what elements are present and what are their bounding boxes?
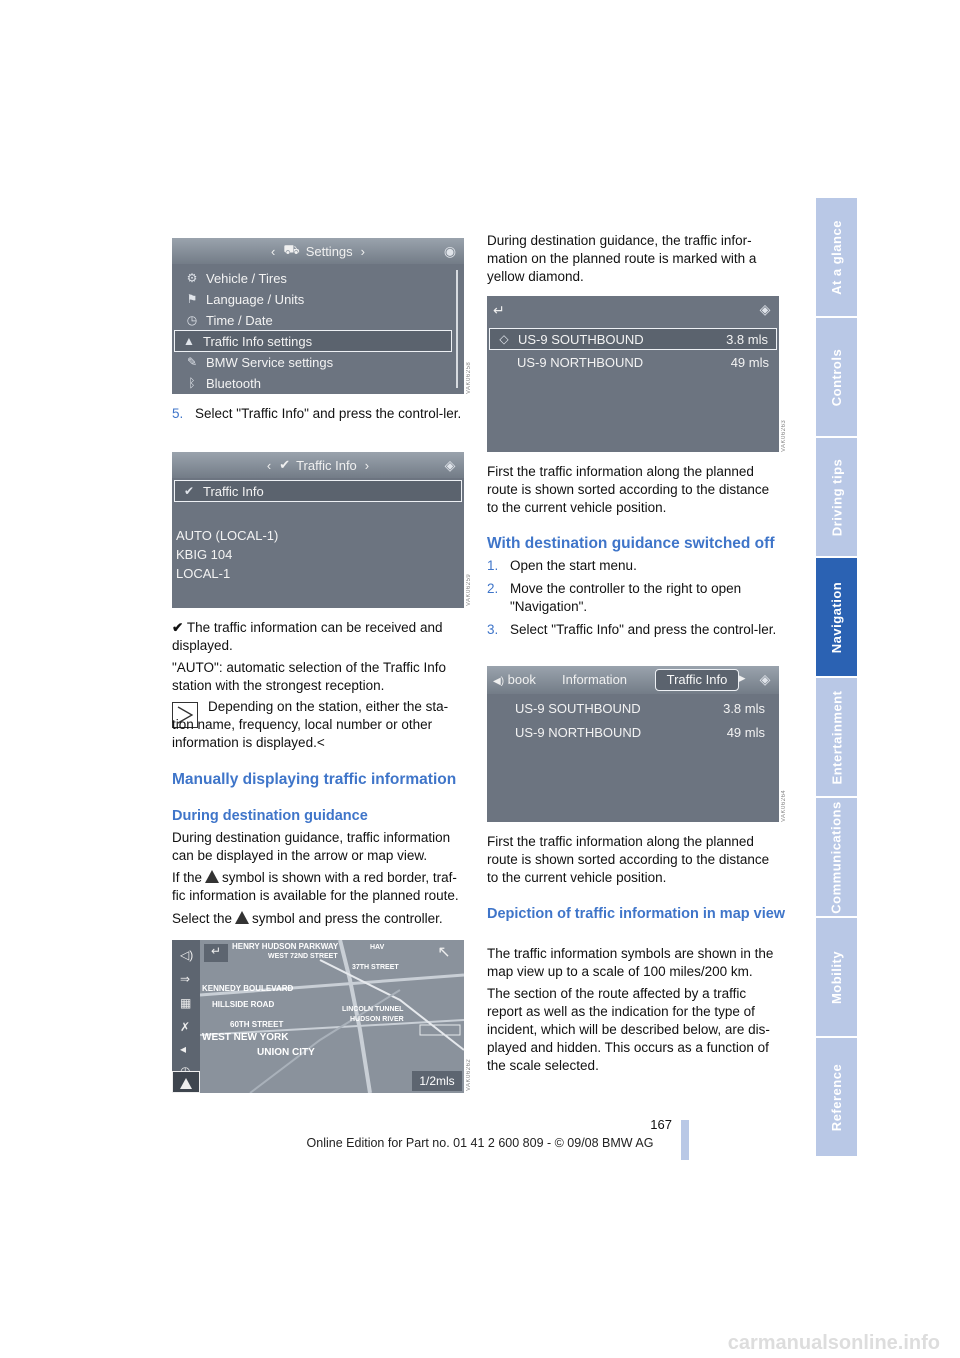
map-label: LINCOLN TUNNEL xyxy=(342,1006,404,1013)
watermark: carmanualsonline.info xyxy=(727,1332,940,1354)
image-code: VAK06262 xyxy=(466,1058,472,1091)
tab-controls[interactable]: Controls xyxy=(816,318,857,436)
map-label: 37TH STREET xyxy=(352,964,399,971)
controller-icon: ◈ xyxy=(759,671,771,687)
warning-icon xyxy=(205,870,219,883)
note-auto: "AUTO": automatic selection of the Traffic Info station with the strongest reception. xyxy=(172,660,446,693)
image-code: VAK06264 xyxy=(781,789,787,822)
map-label: HUDSON RIVER xyxy=(350,1016,404,1023)
menu-item[interactable]: ✎ BMW Service settings xyxy=(178,352,446,372)
note-received: ✔ The traffic information can be received and displayed. xyxy=(172,620,443,653)
menu-item[interactable]: ◷ Time / Date xyxy=(178,310,446,330)
arrow-icon[interactable]: ↖ xyxy=(437,944,451,961)
station-item[interactable]: AUTO (LOCAL-1) xyxy=(176,527,279,543)
tab-traffic-info[interactable]: Traffic Info xyxy=(655,669,739,691)
menu-item[interactable]: ⚑ Language / Units xyxy=(178,289,446,309)
mute-icon[interactable]: ✗ xyxy=(180,1020,191,1034)
tab-driving-tips[interactable]: Driving tips xyxy=(816,438,857,556)
menu-item[interactable]: ⚙ Vehicle / Tires xyxy=(178,268,446,288)
checkmark-icon: ✔ xyxy=(172,620,184,635)
map-label: KENNEDY BOULEVARD xyxy=(202,984,294,993)
map-label: UNION CITY xyxy=(257,1047,315,1058)
controller-icon: ◉ xyxy=(443,243,457,259)
map-label: HAV xyxy=(370,944,385,951)
route-traffic-screen xyxy=(487,296,779,452)
heading-guidance-off: With destination guidance switched off xyxy=(487,535,775,552)
traffic-warning-button[interactable] xyxy=(172,1071,200,1093)
screen-title: Traffic Info xyxy=(296,457,357,473)
para-select: Select the symbol and press the controller. xyxy=(172,911,443,926)
station-item[interactable]: KBIG 104 xyxy=(176,546,233,562)
tire-icon: ⚙ xyxy=(186,271,198,285)
sound-icon: ◀) xyxy=(493,676,505,687)
tab-communications[interactable]: Communications xyxy=(816,798,857,916)
footer-text: Online Edition for Part no. 01 41 2 600 809 - © 09/08 BMW AG xyxy=(306,1136,654,1150)
flag-icon: ⚑ xyxy=(186,292,198,306)
heading-during: During destination guidance xyxy=(172,808,368,824)
screen-title-bar: ‹ ✔ Traffic Info › xyxy=(172,452,464,478)
traffic-row[interactable]: US-9 NORTHBOUND 49 mls xyxy=(517,354,769,370)
heading-manual: Manually displaying traffic information xyxy=(172,771,457,788)
traffic-row[interactable]: US-9 NORTHBOUND 49 mls xyxy=(515,724,765,740)
clock-icon: ◷ xyxy=(186,313,198,327)
map-label: WEST NEW YORK xyxy=(202,1032,289,1043)
menu-item[interactable]: ᛒ Bluetooth xyxy=(178,373,446,393)
tab-mobility[interactable]: Mobility xyxy=(816,918,857,1036)
traffic-row-selected[interactable]: ◇ US-9 SOUTHBOUND 3.8 mls xyxy=(489,328,777,350)
page-number: 167 xyxy=(650,1117,672,1132)
traffic-row[interactable]: US-9 SOUTHBOUND 3.8 mls xyxy=(515,700,765,716)
para-first-1: First the traffic information along the planned route is shown sorted according to the distance to the current vehicle position. xyxy=(487,464,770,515)
volume-icon[interactable]: ◁) xyxy=(180,948,194,962)
car-icon: ⛟ xyxy=(283,242,300,257)
route-icon[interactable]: ⇒ xyxy=(180,972,191,986)
screen-title-bar: ‹ ⛟ Settings › xyxy=(172,238,464,264)
bluetooth-icon: ᛒ xyxy=(188,376,196,390)
para-right-intro: During destination guidance, the traffic infor-mation on the planned route is marked with a yellow diamond. xyxy=(487,233,757,284)
tab-entertainment[interactable]: Entertainment xyxy=(816,678,857,796)
step-2: 2. Move the controller to the right to open "Navigation". xyxy=(487,581,742,614)
service-icon: ✎ xyxy=(186,355,198,369)
map-label: WEST 72ND STREET xyxy=(268,953,338,960)
para-if-the: If the symbol is shown with a red border, traf-fic information is available for the planned route. xyxy=(172,870,459,903)
chapter-tabs xyxy=(816,198,857,1160)
tab-at-a-glance[interactable]: At a glance xyxy=(816,198,857,316)
direction-icon[interactable]: ◂ xyxy=(180,1042,187,1056)
step-3: 3. Select "Traffic Info" and press the control-ler. xyxy=(487,622,777,637)
step-1: 1. Open the start menu. xyxy=(487,558,637,573)
back-icon[interactable]: ↵ xyxy=(204,944,228,962)
back-icon[interactable]: ↵ xyxy=(493,302,505,318)
step-5: 5. Select "Traffic Info" and press the control-ler. xyxy=(172,406,462,421)
tab-next-icon[interactable]: ▸ xyxy=(739,670,746,685)
para-first-2: First the traffic information along the planned route is shown sorted according to the distance to the current vehicle position. xyxy=(487,834,770,885)
para-depiction-2: The section of the route affected by a traffic report as well as the indication for the type of incident, which will be described below, are dis-played and hidden. This occurs as a function of the scale selected. xyxy=(487,986,770,1073)
map-screen xyxy=(172,940,464,1093)
warning-icon xyxy=(235,911,249,924)
traffic-info-screen xyxy=(172,452,464,608)
image-code: VAK06259 xyxy=(466,573,472,606)
traffic-info-tab-screen xyxy=(487,666,779,822)
map-scale-button[interactable]: 1/2mls xyxy=(412,1071,462,1091)
tab-book[interactable]: ◀) book xyxy=(493,672,536,687)
warning-icon: ▲ xyxy=(183,334,195,348)
para-depiction-1: The traffic information symbols are shown in the map view up to a scale of 100 miles/200 km. xyxy=(487,946,774,979)
map-label: HILLSIDE ROAD xyxy=(212,1000,275,1009)
image-code: VAK06258 xyxy=(466,361,472,394)
warning-icon xyxy=(180,1078,192,1089)
tab-reference[interactable]: Reference xyxy=(816,1038,857,1156)
note-depending: Depending on the station, either the sta-tion name, frequency, local number or other information is displayed.< xyxy=(172,699,449,750)
tab-navigation[interactable]: Navigation xyxy=(816,558,857,676)
map-label: HENRY HUDSON PARKWAY xyxy=(232,942,339,951)
menu-item-selected[interactable]: ✔ Traffic Info xyxy=(174,480,462,502)
menu-item-selected[interactable]: ▲ Traffic Info settings xyxy=(174,330,452,352)
settings-screen xyxy=(172,238,464,394)
traffic-icon: ✔ xyxy=(279,457,291,472)
image-code: VAK06263 xyxy=(781,419,787,452)
tab-information[interactable]: Information xyxy=(562,672,628,687)
diamond-icon: ◇ xyxy=(499,332,509,346)
heading-depiction: Depiction of traffic information in map view xyxy=(487,906,786,922)
para-during: During destination guidance, traffic information can be displayed in the arrow or map view. xyxy=(172,830,451,863)
controller-icon: ◈ xyxy=(444,457,456,473)
checkmark-icon: ✔ xyxy=(183,484,195,498)
screen-title: Settings xyxy=(305,243,353,259)
scrollbar[interactable] xyxy=(456,270,458,388)
station-item[interactable]: LOCAL-1 xyxy=(176,565,231,581)
map-view-icon[interactable]: ▦ xyxy=(180,996,192,1010)
controller-icon: ◈ xyxy=(759,301,771,317)
map-label: 60TH STREET xyxy=(230,1020,284,1029)
